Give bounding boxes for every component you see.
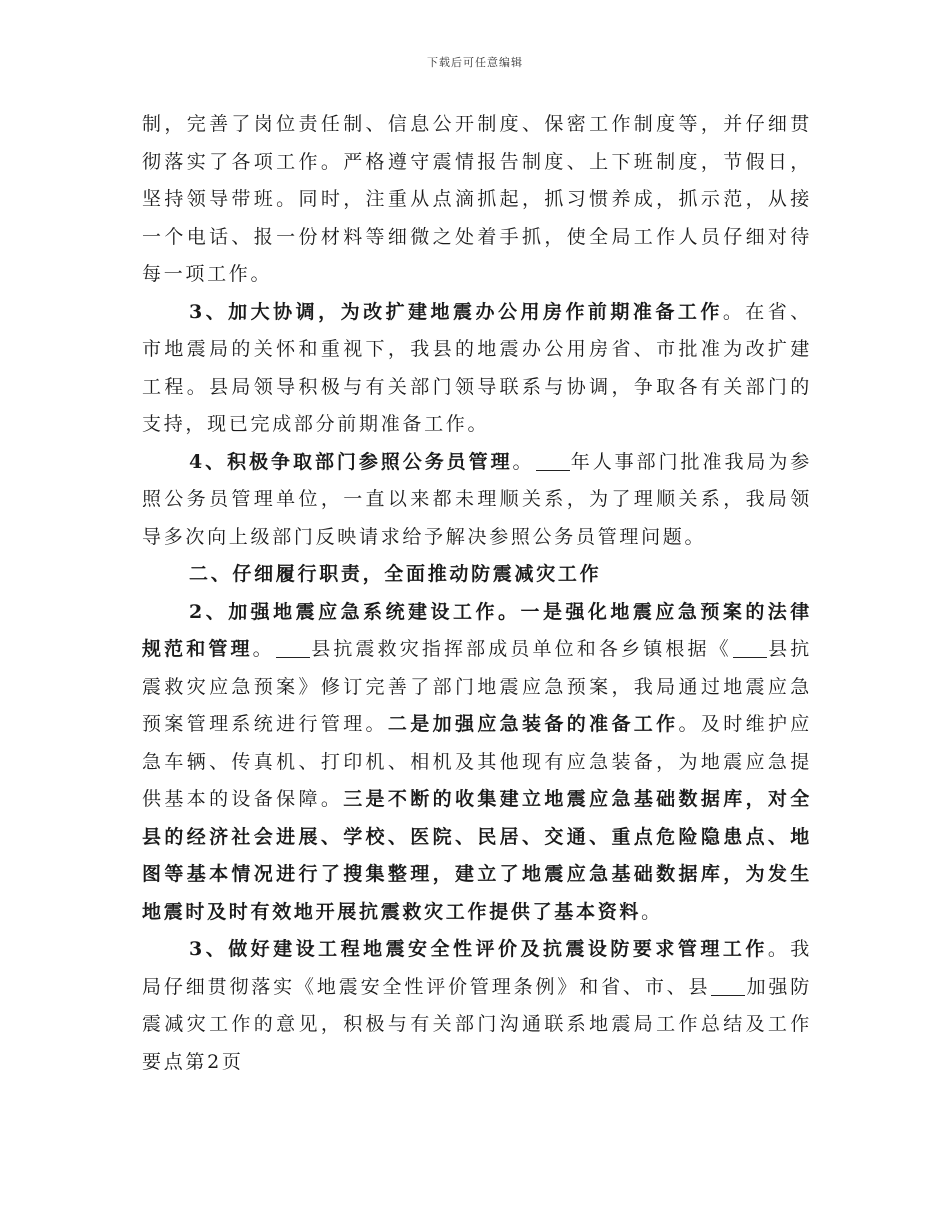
fill-blank [276,637,310,658]
paragraph-text: 。在省、市地震局的关怀和重视下，我县的地震办公用房省、市批准为改扩建工程。县局领导积极与有关部门领导联系与协调，争取各有关部门的支持，现已完成部分前期准备工作。 [142,300,812,435]
fill-blank [536,450,570,471]
section-heading-text: 二、仔细履行职责，全面推动防震减灾工作 [189,563,602,585]
fill-blank [733,637,767,658]
page-header: 下载后可任意编辑 [427,56,523,69]
paragraph-text: 加强防震减灾工作的意见，积极与有关部门沟通联系地震局工作总结及工作要点第2页 [142,975,812,1073]
paragraph-heading: 3、做好建设工程地震安全性评价及抗震设防要求管理工作 [189,938,768,960]
paragraph-text: 年人事部门批准我局为参照公务员管理单位，一直以来都未理顺关系，为了理顺关系，我局领导多次向上级部门反映请求给予解决参照公务员管理问题。 [142,450,813,548]
document-body [142,106,812,1081]
paragraph-emphasis: 二是加强应急装备的准备工作 [387,713,679,735]
paragraph-text: 。及时维护应急车辆、传真机、打印机、相机及其他现有应急装备，为地震应急提供基本的设备保障。 [142,713,813,810]
paragraph-3 [142,444,812,557]
paragraph-text: 。 [641,900,663,923]
paragraph-text: 。 [512,450,535,473]
paragraph-text: 。 [252,638,275,660]
paragraph-text: 县抗震救灾指挥部成员单位和各乡镇根据《 [310,638,732,660]
fill-blank [711,975,745,996]
paragraph-1 [142,106,812,294]
paragraph-heading: 4、积极争取部门参照公务员管理 [189,450,513,473]
paragraph-text: 。我局仔细贯彻落实《地震安全性评价管理条例》和省、市、县 [142,938,812,998]
paragraph-text: 制，完善了岗位责任制、信息公开制度、保密工作制度等，并仔细贯彻落实了各项工作。严格遵守震情报告制度、上下班制度，节假日，坚持领导带班。同时，注重从点滴抓起，抓习惯养成，抓示范，从接一个电话、报一份材料等细微之处着手抓，使全局工作人员仔细对待每一项工作。 [142,113,812,285]
paragraph-text: 县抗震救灾应急预案》修订完善了部门地震应急预案，我局通过地震应急预案管理系统进行管理。 [142,638,812,735]
paragraph-heading: 2、加强地震应急系统建设工作。一是强化地震应急预案的法律规范和管理 [142,600,812,660]
paragraph-5 [142,594,812,932]
paragraph-6 [142,931,812,1081]
paragraph-heading: 3、加大协调，为改扩建地震办公用房作前期准备工作 [189,300,723,323]
paragraph-emphasis: 三是不断的收集建立地震应急基础数据库，对全县的经济社会进展、学校、医院、民居、交通、重点危险隐患点、地图等基本情况进行了搜集整理，建立了地震应急基础数据库，为发生地震时及时有效地开展抗震救灾工作提供了基本资料 [142,788,812,923]
section-heading [142,556,812,594]
paragraph-2 [142,294,812,444]
